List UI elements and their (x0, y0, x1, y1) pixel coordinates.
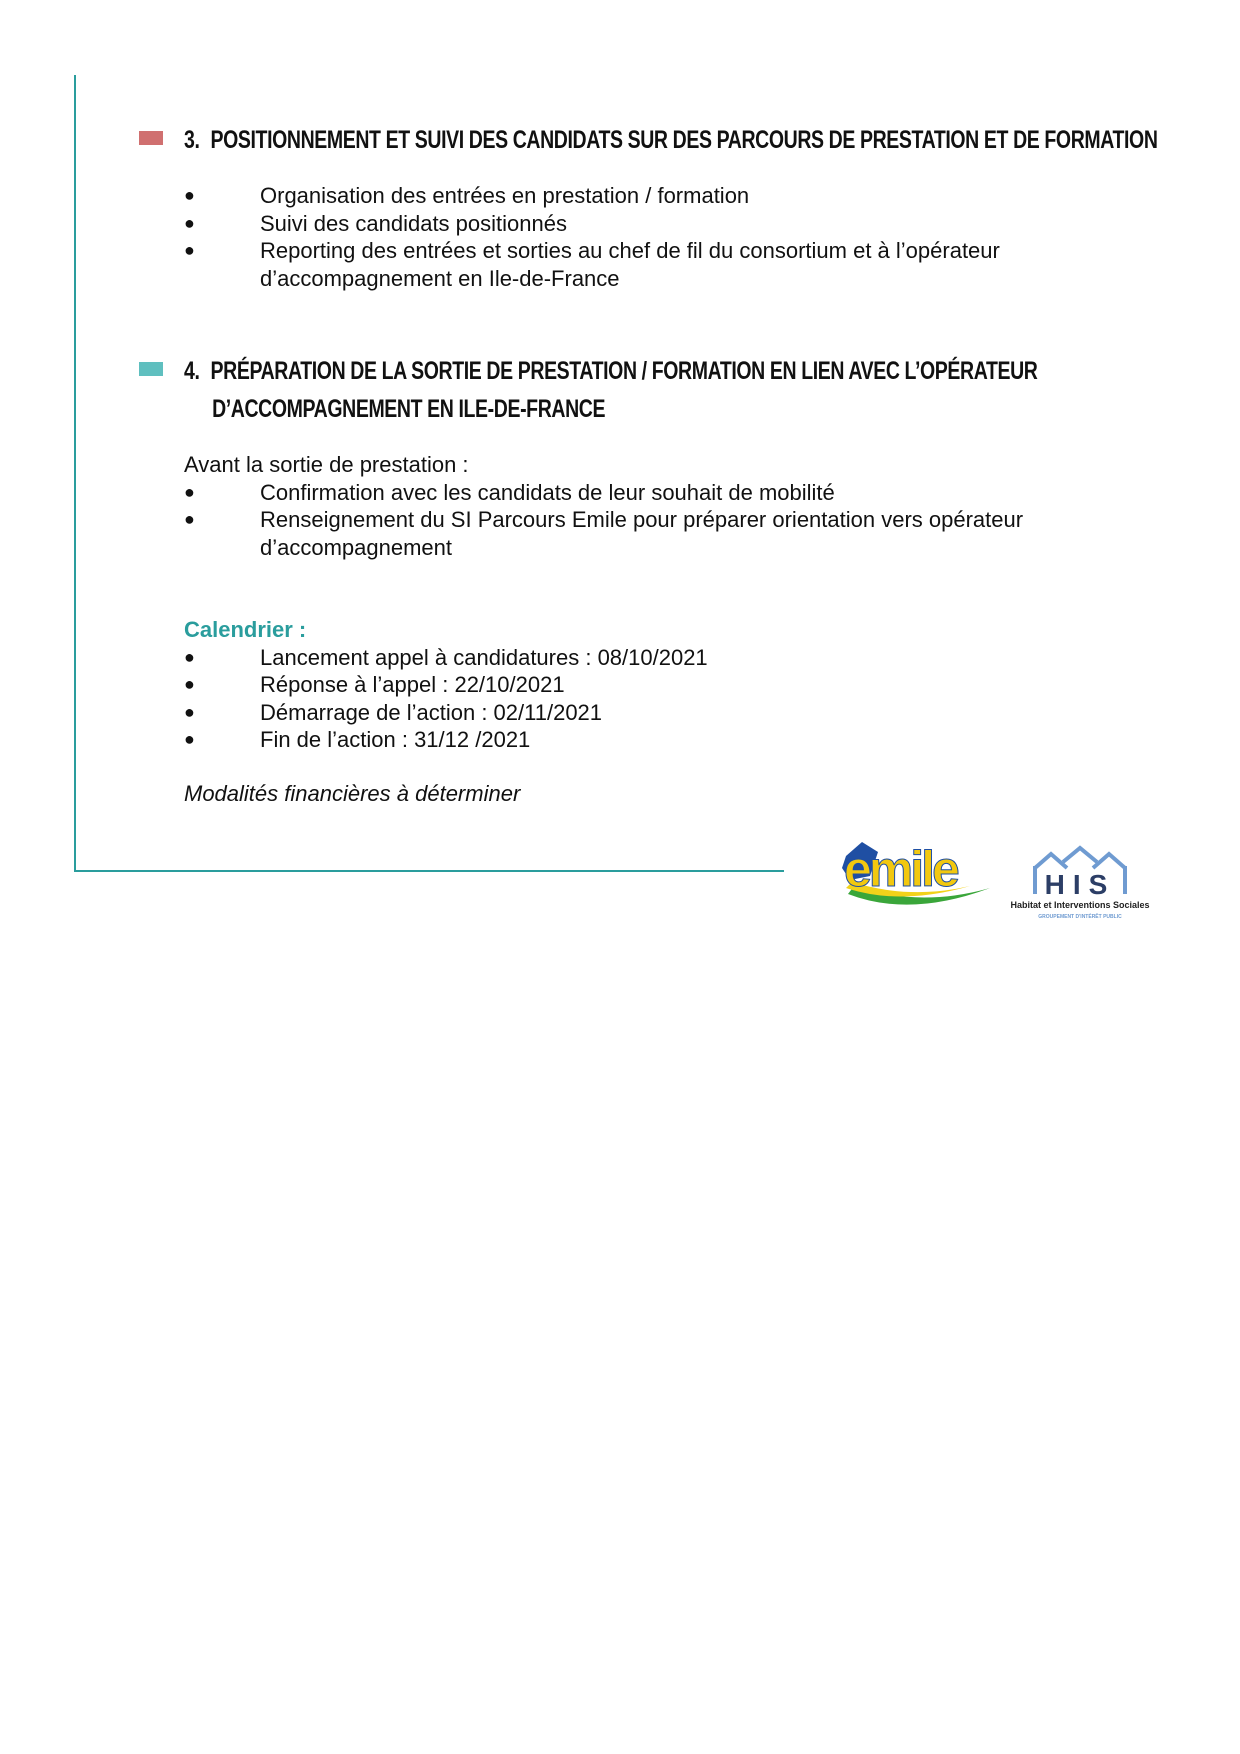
page-frame-bottom-border (74, 870, 784, 872)
section-4-intro: Avant la sortie de prestation : (184, 452, 469, 477)
list-item: ● Lancement appel à candidatures : 08/10/2021 (184, 644, 708, 670)
section-3-title: POSITIONNEMENT ET SUIVI DES CANDIDATS SUR DES PARCOURS DE PRESTATION ET DE FORMATION (210, 126, 1158, 154)
his-logo-tagline: GROUPEMENT D'INTÉRÊT PUBLIC (1038, 914, 1122, 920)
bullet-icon: ● (184, 212, 195, 233)
bullet-icon: ● (184, 481, 195, 502)
bullet-icon: ● (184, 646, 195, 667)
list-item: ● Confirmation avec les candidats de leur souhait de mobilité (184, 479, 835, 505)
bullet-icon: ● (184, 729, 195, 749)
emile-logo (840, 836, 1000, 914)
section-4-heading (184, 352, 1038, 428)
list-item: ● Reporting des entrées et sorties au chef de fil du consortium et à l’opérateur d’accompagnement en Ile-de-France (184, 238, 1000, 291)
bullet-icon: ● (184, 701, 195, 722)
section-3-bullets (184, 182, 1084, 292)
section-4-number: 4. (184, 357, 200, 385)
emile-logo-icon (840, 836, 1000, 914)
list-item: ● Réponse à l’appel : 22/10/2021 (184, 672, 565, 697)
bullet-icon: ● (184, 185, 195, 205)
list-item: ● Démarrage de l’action : 02/11/2021 (184, 699, 603, 725)
bullet-icon: ● (184, 674, 195, 694)
bullet-icon: ● (184, 509, 195, 529)
his-logo-subtitle: Habitat et Interventions Sociales (1010, 900, 1150, 910)
emile-logo-text: emile (844, 841, 957, 897)
section-4-bullets (184, 479, 1084, 562)
section-4-list-block (184, 451, 1084, 561)
bullet-icon: ● (184, 240, 195, 260)
section-3-marker (139, 131, 163, 145)
calendar-items (184, 644, 1084, 754)
list-item: ● Organisation des entrées en prestation / formation (184, 183, 750, 208)
list-item: ● Fin de l’action : 31/12 /2021 (184, 727, 531, 752)
his-logo-icon (1005, 836, 1155, 922)
calendar-block (184, 616, 1084, 754)
section-4-title-line-2: D’ACCOMPAGNEMENT EN ILE-DE-FRANCE (212, 395, 606, 423)
section-3-list-block (184, 182, 1084, 292)
list-item: ● Renseignement du SI Parcours Emile pour préparer orientation vers opérateur d’accompagnement (184, 507, 1024, 560)
section-3-heading (184, 121, 1158, 159)
his-logo-text: HIS (1044, 869, 1116, 900)
financial-note: Modalités financières à déterminer (184, 781, 521, 806)
calendar-title: Calendrier : (184, 617, 307, 642)
section-4-marker (139, 362, 163, 376)
section-3-number: 3. (184, 126, 200, 154)
his-logo (1005, 836, 1155, 922)
page-frame-left-border (74, 75, 76, 870)
section-4-title-line-1: PRÉPARATION DE LA SORTIE DE PRESTATION / FORMATION EN LIEN AVEC L’OPÉRATEUR (210, 357, 1038, 385)
list-item: ● Suivi des candidats positionnés (184, 210, 567, 236)
